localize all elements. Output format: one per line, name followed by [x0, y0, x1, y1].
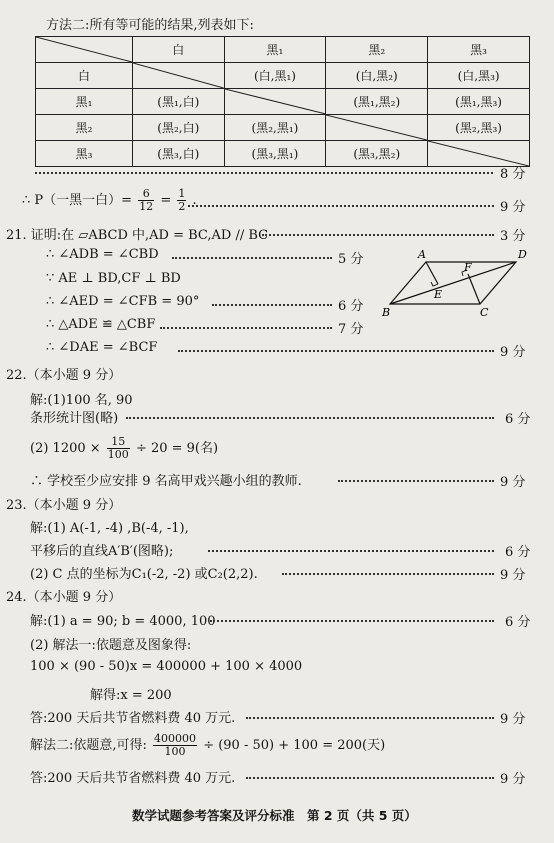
- score-label: 9 分: [500, 475, 526, 490]
- q22-bar-chart-note: 条形统计图(略): [30, 411, 119, 426]
- fraction: [138, 188, 154, 213]
- q24-method-2: [30, 733, 385, 758]
- dot-leader: [126, 417, 494, 419]
- q21-step-1: ∴ ∠ADB = ∠CBD: [46, 247, 159, 262]
- table-header-cell: 黑₃: [428, 37, 530, 63]
- table-cell: (黑₃,黑₁): [224, 141, 326, 167]
- numerator: 6: [138, 188, 154, 201]
- point-label-a: A: [418, 248, 426, 261]
- dot-leader: [282, 573, 494, 575]
- table-cell: (黑₂,黑₃): [428, 115, 530, 141]
- point-label-f: F: [464, 261, 472, 274]
- score-label: 6 分: [505, 615, 531, 630]
- score-label: 9 分: [500, 200, 526, 215]
- table-row-header: 黑₁: [36, 89, 133, 115]
- table-row: [36, 141, 530, 167]
- parallelogram-figure: [376, 244, 536, 320]
- score-label: 9 分: [500, 772, 526, 787]
- table-row-header: 黑₂: [36, 115, 133, 141]
- q22-heading: 22.（本小题 9 分）: [6, 368, 122, 383]
- dot-leader: [210, 620, 494, 622]
- score-label: 7 分: [338, 322, 364, 337]
- q24-equation: 100 × (90 - 50)x = 400000 + 100 × 4000: [30, 659, 303, 674]
- q24-part-1: 解:(1) a = 90; b = 4000, 100: [30, 614, 216, 629]
- score-label: 9 分: [500, 568, 526, 583]
- q23-part-1: 解:(1) A(-1, -4) ,B(-4, -1),: [30, 521, 189, 536]
- denominator: 2: [178, 200, 186, 213]
- segment-ae: [426, 262, 438, 284]
- fraction: [107, 436, 130, 461]
- point-label-e: E: [434, 288, 443, 301]
- method-2-lead: 解法二:依题意,可得:: [30, 738, 147, 753]
- table-row: [36, 115, 530, 141]
- table-empty-cell: [224, 89, 326, 115]
- table-empty-cell: [326, 115, 428, 141]
- q22-part-1: 解:(1)100 名, 90: [30, 393, 133, 408]
- table-cell: (黑₃,白): [133, 141, 225, 167]
- score-label: 3 分: [500, 229, 526, 244]
- corner-diagonal: [36, 37, 132, 62]
- method2-intro: 方法二:所有等可能的结果,列表如下:: [46, 18, 254, 33]
- dot-leader: [188, 205, 494, 207]
- table-empty-cell: [133, 63, 225, 89]
- score-label: 8 分: [500, 167, 526, 182]
- numerator: 1: [178, 187, 186, 200]
- point-label-d: D: [518, 248, 527, 261]
- dot-leader: [35, 172, 493, 174]
- numerator: 15: [107, 436, 130, 449]
- score-label: 5 分: [338, 252, 364, 267]
- table-header-cell: 黑₁: [224, 37, 326, 63]
- table-row-header: 白: [36, 63, 133, 89]
- table-cell: (黑₂,黑₁): [224, 115, 326, 141]
- score-label: 9 分: [500, 345, 526, 360]
- q21-step-3: ∴ ∠AED = ∠CFB = 90°: [46, 294, 200, 309]
- numerator: 400000: [154, 732, 197, 745]
- outcome-table: [35, 36, 530, 167]
- q23-part-2: (2) C 点的坐标为C₁(-2, -2) 或C₂(2,2).: [30, 567, 258, 582]
- probability-result: [22, 188, 197, 213]
- q21-step-4: ∴ △ADE ≌ △CBF: [46, 317, 156, 332]
- table-header-cell: 黑₂: [326, 37, 428, 63]
- table-header-cell: 白: [133, 37, 225, 63]
- table-row: [36, 63, 530, 89]
- score-label: 6 分: [338, 299, 364, 314]
- point-label-c: C: [480, 306, 489, 319]
- prob-lhs: ∴ P（一黑一白）=: [22, 193, 133, 208]
- dot-leader: [178, 350, 494, 352]
- denominator: 100: [107, 448, 129, 461]
- expr-right: ÷ 20 = 9(名): [135, 441, 219, 456]
- denominator: 12: [139, 200, 154, 213]
- q24-answer-2: 答:200 天后共节省燃料费 40 万元.: [30, 771, 236, 786]
- q21-heading: 21. 证明:在 ▱ABCD 中,AD = BC,AD // BC: [6, 228, 269, 243]
- segment-cf: [468, 274, 480, 304]
- table-cell: (黑₁,黑₂): [326, 89, 428, 115]
- score-label: 6 分: [505, 545, 531, 560]
- fraction: [177, 188, 186, 213]
- method-2-expr: ÷ (90 - 50) + 100 = 200(天): [203, 738, 386, 753]
- q24-solution: 解得:x = 200: [90, 688, 172, 703]
- table-cell: (白,黑₃): [428, 63, 530, 89]
- equals-sign: =: [160, 193, 172, 208]
- dot-leader: [338, 480, 494, 482]
- table-row-header: 黑₃: [36, 141, 133, 167]
- dot-leader: [172, 257, 332, 259]
- table-cell: (黑₂,白): [133, 115, 225, 141]
- table-cell: (黑₁,黑₃): [428, 89, 530, 115]
- q22-conclusion: ∴ 学校至少应安排 9 名高甲戏兴趣小组的教师.: [30, 474, 302, 489]
- expr-left: (2) 1200 ×: [30, 441, 101, 456]
- dot-leader: [262, 234, 494, 236]
- table-corner-cell: [36, 37, 133, 63]
- fraction: [153, 733, 197, 758]
- q21-step-5: ∴ ∠DAE = ∠BCF: [46, 340, 158, 355]
- table-cell: (黑₃,黑₂): [326, 141, 428, 167]
- dot-leader: [160, 327, 332, 329]
- dot-leader: [246, 717, 494, 719]
- score-label: 6 分: [505, 412, 531, 427]
- point-label-b: B: [382, 306, 391, 319]
- q21-step-2: ∵ AE ⊥ BD,CF ⊥ BD: [46, 271, 181, 286]
- dot-leader: [212, 304, 332, 306]
- denominator: 100: [164, 745, 186, 758]
- q24-method-1: (2) 解法一:依题意及图象得:: [30, 638, 192, 653]
- score-label: 9 分: [500, 712, 526, 727]
- dot-leader: [246, 777, 494, 779]
- page-footer: 数学试题参考答案及评分标准 第 2 页（共 5 页）: [132, 808, 417, 823]
- table-cell: (白,黑₂): [326, 63, 428, 89]
- period: .: [192, 193, 197, 208]
- diagonal-bd: [390, 262, 516, 304]
- q22-part-2: [30, 436, 218, 461]
- dot-leader: [208, 550, 494, 552]
- table-row: [36, 89, 530, 115]
- q24-heading: 24.（本小题 9 分）: [6, 590, 122, 605]
- q23-translated-line: 平移后的直线A′B′(图略);: [30, 544, 174, 559]
- q23-heading: 23.（本小题 9 分）: [6, 498, 122, 513]
- q24-answer-1: 答:200 天后共节省燃料费 40 万元.: [30, 711, 236, 726]
- table-cell: (白,黑₁): [224, 63, 326, 89]
- table-row: [36, 37, 530, 63]
- table-cell: (黑₁,白): [133, 89, 225, 115]
